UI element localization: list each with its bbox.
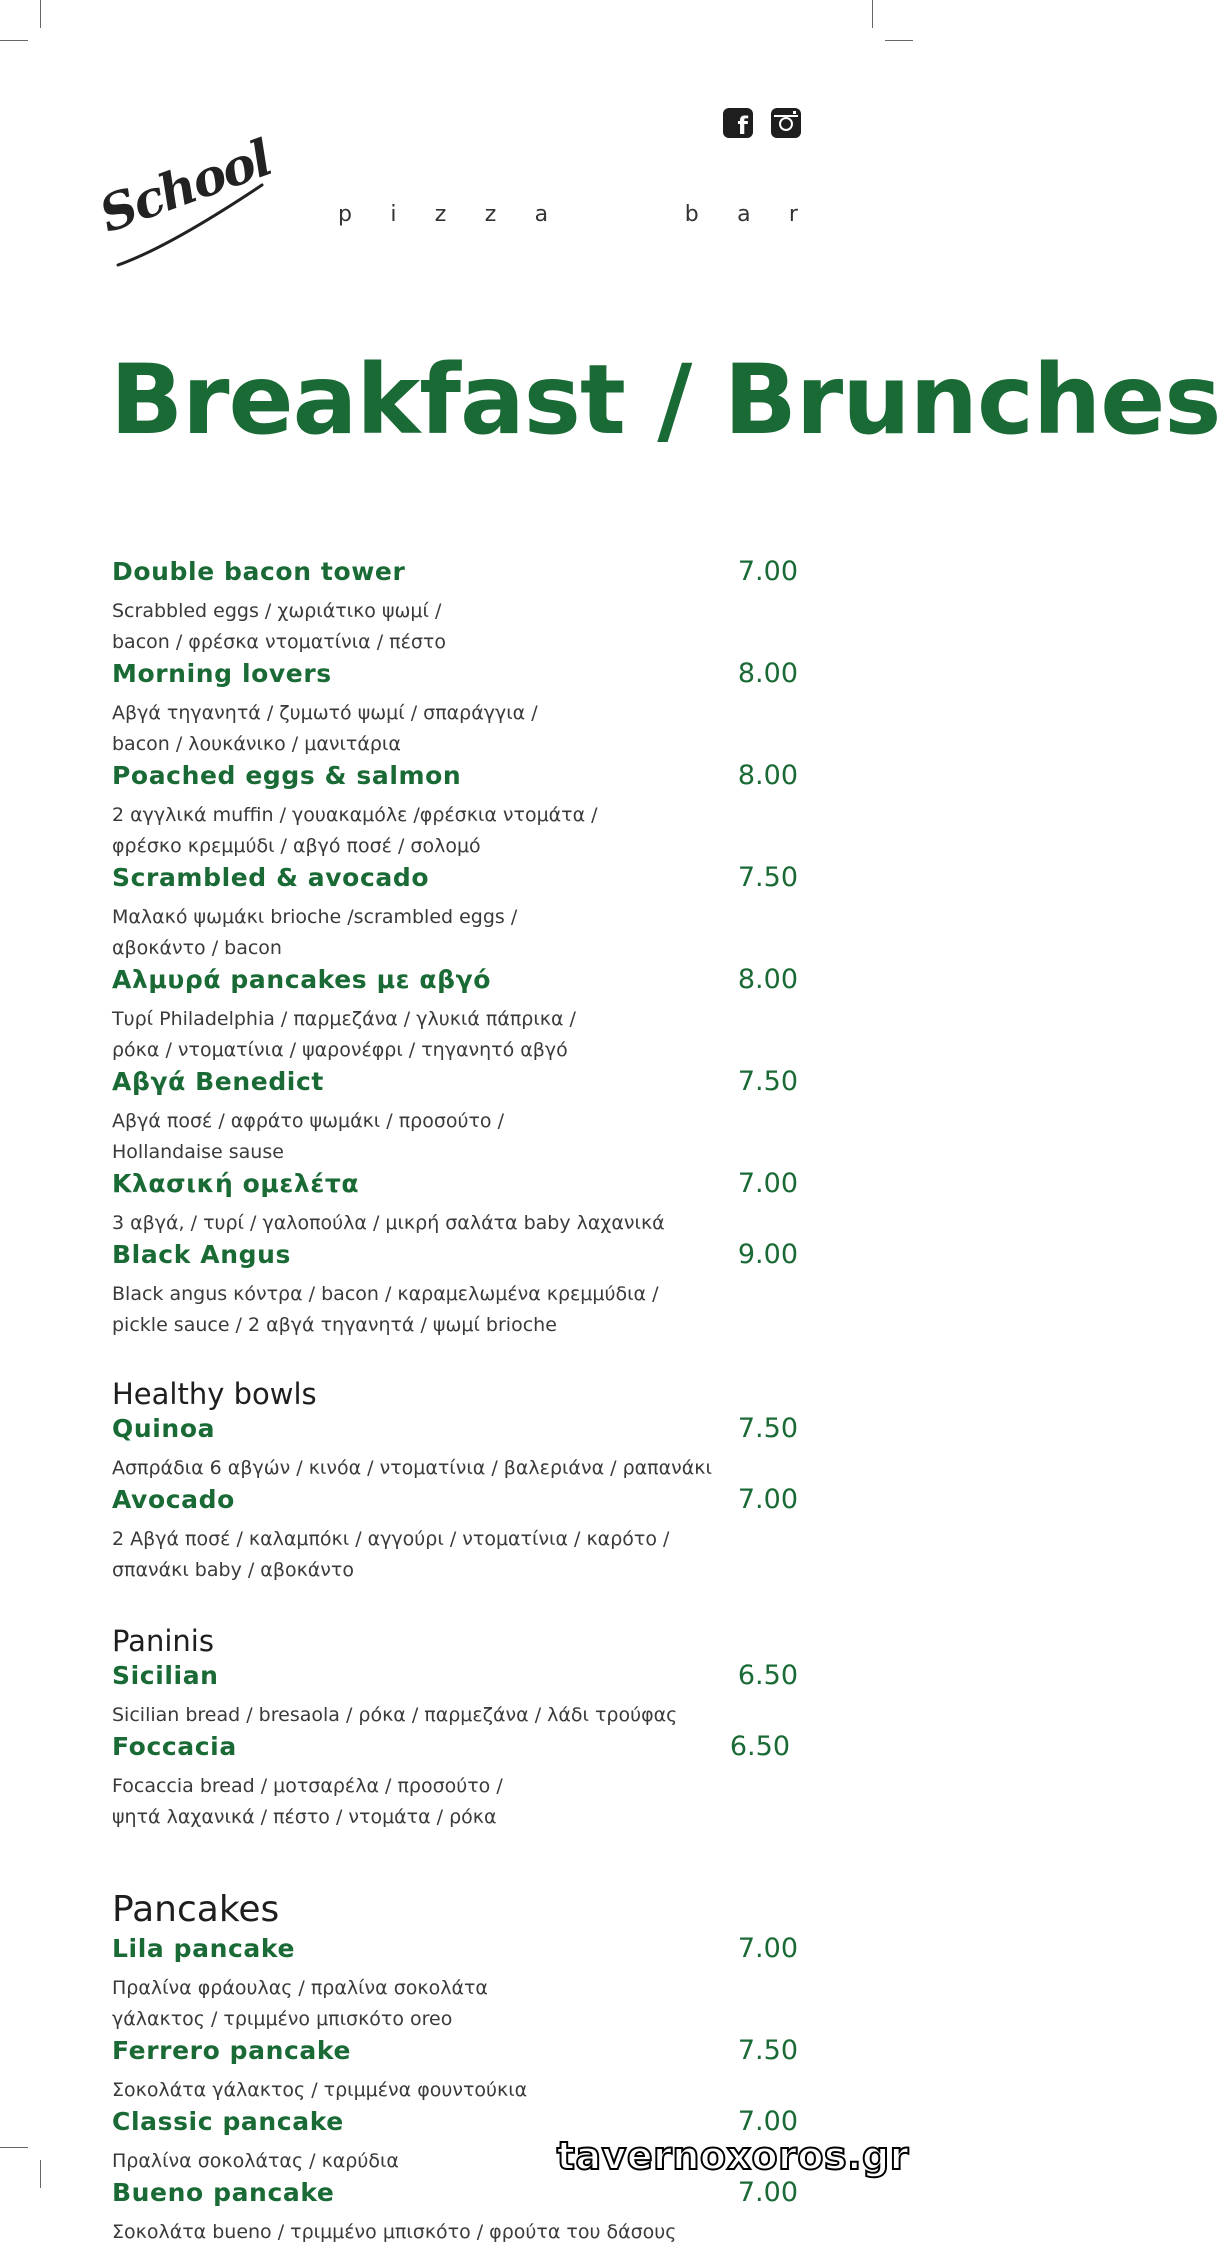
menu-item [112, 1660, 798, 1731]
item-description [112, 1524, 798, 1586]
item-name: Classic pancake [112, 2107, 344, 2136]
item-name: Scrambled & avocado [112, 863, 430, 892]
tagline-letter: z [434, 202, 447, 227]
tagline-gap [586, 202, 646, 227]
item-name: Bueno pancake [112, 2178, 335, 2207]
item-name: Double bacon tower [112, 557, 406, 586]
menu-item [112, 556, 798, 658]
crop-mark-bottom-left-h [0, 2147, 28, 2148]
menu-item [112, 1066, 798, 1168]
section-title-pancakes: Pancakes [112, 1889, 280, 1930]
section-title-healthy-bowls: Healthy bowls [112, 1377, 317, 1411]
desc-line: Black angus κόντρα / bacon / καραμελωμένα κρεμμύδια / [112, 1283, 659, 1305]
spacer [112, 1341, 798, 1373]
desc-line: σπανάκι baby / αβοκάντο [112, 1559, 354, 1581]
desc-line: Focaccia bread / μοτσαρέλα / προσούτο / [112, 1775, 503, 1797]
item-description [112, 1453, 798, 1484]
desc-line: Sicilian bread / bresaola / ρόκα / παρμεζάνα / λάδι τρούφας [112, 1704, 678, 1726]
item-name: Quinoa [112, 1414, 216, 1443]
facebook-icon[interactable]: f [723, 108, 753, 138]
desc-line: Πραλίνα σοκολάτας / καρύδια [112, 2150, 399, 2172]
item-price: 6.50 [729, 1731, 790, 1762]
item-description [112, 1208, 798, 1239]
tagline-letter: r [788, 202, 798, 227]
desc-line: 2 Αβγά ποσέ / καλαμπόκι / αγγούρι / ντοματίνια / καρότο / [112, 1528, 670, 1550]
desc-line: pickle sauce / 2 αβγά τηγανητά / ψωμί brioche [112, 1314, 557, 1336]
logo [91, 128, 278, 275]
instagram-icon[interactable] [771, 108, 801, 138]
desc-line: ψητά λαχανικά / πέστο / ντομάτα / ρόκα [112, 1806, 497, 1828]
item-price: 7.50 [737, 862, 798, 893]
item-description [112, 2217, 798, 2248]
menu-item [112, 2177, 798, 2248]
spacer [112, 1833, 798, 1883]
item-name: Αλμυρά pancakes με αβγό [112, 965, 492, 994]
watermark: tavernoxoros.gr [556, 2134, 909, 2178]
item-price: 7.00 [737, 2177, 798, 2208]
item-description [112, 1973, 798, 2035]
crop-mark-top-right-v [872, 0, 873, 28]
desc-line: bacon / λουκάνικο / μανιτάρια [112, 733, 401, 755]
crop-mark-bottom-left-v [40, 2160, 41, 2188]
desc-line: Scrabbled eggs / χωριάτικο ψωμί / [112, 600, 442, 622]
item-name: Αβγά Benedict [112, 1067, 324, 1096]
menu-item [112, 1933, 798, 2035]
desc-line: Σοκολάτα bueno / τριμμένο μπισκότο / φρούτα του δάσους [112, 2221, 677, 2243]
menu [112, 556, 798, 2248]
social-links [723, 108, 801, 138]
item-price: 7.00 [737, 1933, 798, 1964]
item-description [112, 2075, 798, 2106]
item-name: Ferrero pancake [112, 2036, 352, 2065]
menu-item [112, 862, 798, 964]
menu-item [112, 1413, 798, 1484]
item-description [112, 698, 798, 760]
item-name: Morning lovers [112, 659, 332, 688]
item-name: Sicilian [112, 1661, 219, 1690]
tagline-letter: p [338, 202, 352, 227]
item-description [112, 1700, 798, 1731]
crop-mark-top-right-h [885, 40, 913, 41]
spacer [112, 1586, 798, 1620]
item-price: 7.00 [737, 1484, 798, 1515]
desc-line: Πραλίνα φράουλας / πραλίνα σοκολάτα [112, 1977, 488, 1999]
section-title-paninis: Paninis [112, 1624, 214, 1658]
item-price: 7.00 [737, 1168, 798, 1199]
tagline-letter: a [737, 202, 751, 227]
menu-item [112, 1484, 798, 1586]
item-name: Κλασική ομελέτα [112, 1169, 360, 1198]
item-name: Lila pancake [112, 1934, 296, 1963]
menu-item [112, 658, 798, 760]
item-price: 7.00 [737, 2106, 798, 2137]
item-description [112, 902, 798, 964]
desc-line: Αβγά ποσέ / αφράτο ψωμάκι / προσούτο / [112, 1110, 504, 1132]
item-price: 7.50 [737, 1066, 798, 1097]
crop-mark-top-left-h [0, 40, 28, 41]
item-description [112, 596, 798, 658]
desc-line: γάλακτος / τριμμένο μπισκότο oreo [112, 2008, 453, 2030]
tagline-letter: a [534, 202, 549, 227]
desc-line: 2 αγγλικά muffin / γουακαμόλε /φρέσκια ντομάτα / [112, 804, 598, 826]
tagline-letter: b [684, 202, 699, 227]
menu-item [112, 1731, 798, 1833]
item-price: 8.00 [737, 760, 798, 791]
page-title: Breakfast / Brunches [110, 344, 1220, 456]
item-description [112, 800, 798, 862]
menu-item [112, 964, 798, 1066]
desc-line: Ασπράδια 6 αβγών / κινόα / ντοματίνια / βαλεριάνα / ραπανάκι [112, 1457, 712, 1479]
menu-item [112, 2035, 798, 2106]
tagline [338, 202, 798, 227]
item-price: 7.50 [737, 1413, 798, 1444]
item-description [112, 1106, 798, 1168]
item-description [112, 1279, 798, 1341]
item-name: Poached eggs & salmon [112, 761, 462, 790]
desc-line: Σοκολάτα γάλακτος / τριμμένα φουντούκια [112, 2079, 528, 2101]
desc-line: 3 αβγά, / τυρί / γαλοπούλα / μικρή σαλάτα baby λαχανικά [112, 1212, 665, 1234]
item-name: Foccacia [112, 1732, 237, 1761]
desc-line: bacon / φρέσκα ντοματίνια / πέστο [112, 631, 446, 653]
desc-line: Αβγά τηγανητά / ζυμωτό ψωμί / σπαράγγια / [112, 702, 538, 724]
desc-line: φρέσκο κρεμμύδι / αβγό ποσέ / σολομό [112, 835, 481, 857]
item-price: 7.00 [737, 556, 798, 587]
item-description [112, 1004, 798, 1066]
item-name: Avocado [112, 1485, 235, 1514]
item-price: 8.00 [737, 964, 798, 995]
item-name: Black Angus [112, 1240, 291, 1269]
desc-line: ρόκα / ντοματίνια / ψαρονέφρι / τηγανητό αβγό [112, 1039, 568, 1061]
item-price: 7.50 [737, 2035, 798, 2066]
logo-text: School [91, 128, 278, 244]
menu-item [112, 1168, 798, 1239]
item-description [112, 1771, 798, 1833]
menu-item [112, 1239, 798, 1341]
desc-line: Τυρί Philadelphia / παρμεζάνα / γλυκιά πάπρικα / [112, 1008, 576, 1030]
desc-line: αβοκάντο / bacon [112, 937, 282, 959]
tagline-letter: i [390, 202, 397, 227]
crop-mark-top-left-v [40, 0, 41, 28]
item-price: 9.00 [737, 1239, 798, 1270]
desc-line: Hollandaise sause [112, 1141, 284, 1163]
desc-line: Μαλακό ψωμάκι brioche /scrambled eggs / [112, 906, 518, 928]
item-price: 6.50 [737, 1660, 798, 1691]
menu-item [112, 760, 798, 862]
tagline-letter: z [484, 202, 497, 227]
item-price: 8.00 [737, 658, 798, 689]
